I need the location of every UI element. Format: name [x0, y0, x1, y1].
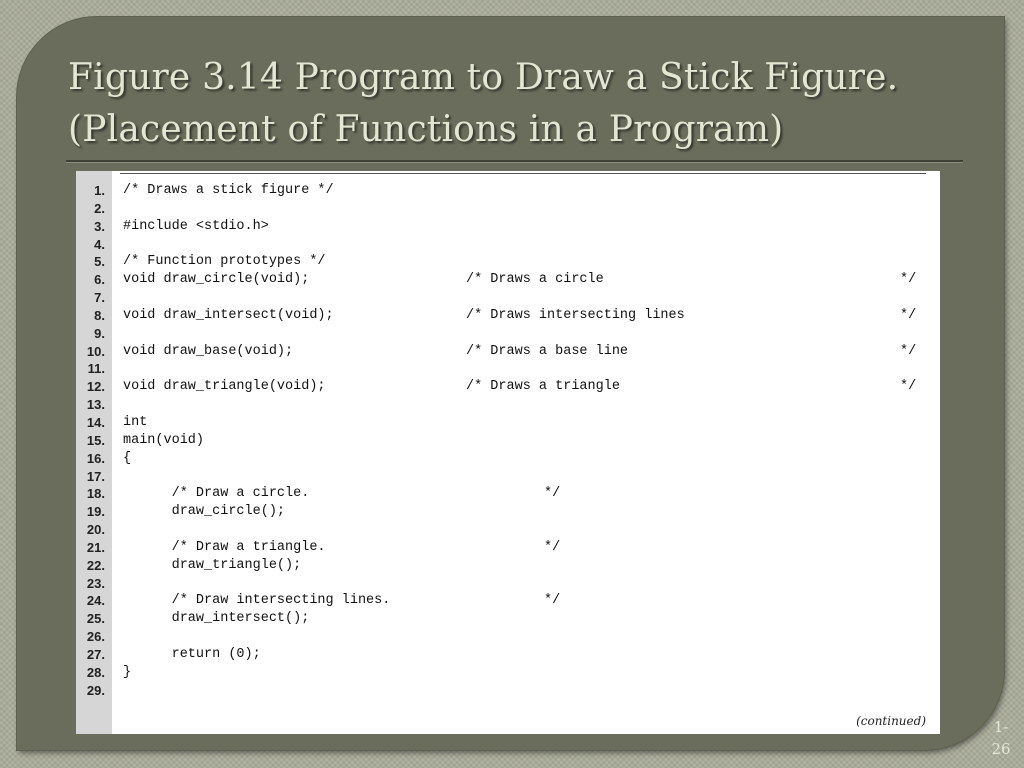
code-text: void draw_circle(void);	[123, 272, 310, 288]
line-number: 21.	[86, 539, 105, 555]
code-line	[76, 218, 940, 236]
line-number: 23.	[86, 575, 105, 591]
code-comment: /* Draws a circle	[466, 272, 604, 288]
code-line	[76, 200, 940, 218]
code-line	[76, 343, 940, 361]
code-line	[76, 575, 940, 593]
code-text: return (0);	[123, 646, 261, 662]
code-text: draw_triangle();	[123, 557, 302, 573]
comment-close: */	[900, 272, 917, 288]
line-number: 27.	[86, 646, 105, 662]
line-number: 29.	[86, 682, 105, 698]
code-text: #include <stdio.h>	[123, 218, 269, 234]
page-number: 1-26	[991, 718, 1011, 758]
code-text: main(void)	[123, 432, 205, 448]
code-line	[76, 503, 940, 521]
line-number: 13.	[86, 397, 105, 413]
comment-close: */	[544, 486, 561, 502]
code-line	[76, 610, 940, 628]
code-comment: /* Draws a triangle	[466, 379, 620, 395]
code-line	[76, 414, 940, 432]
line-number: 15.	[86, 432, 105, 448]
code-text: void draw_base(void);	[123, 343, 294, 359]
code-text: draw_circle();	[123, 504, 286, 520]
code-comment: /* Draws a base line	[466, 343, 629, 359]
line-number: 7.	[94, 290, 105, 306]
code-text: void draw_intersect(void);	[123, 307, 334, 323]
line-number: 9.	[94, 325, 105, 341]
code-line	[76, 325, 940, 343]
code-line	[76, 396, 940, 414]
code-line	[76, 253, 940, 271]
line-number: 10.	[86, 343, 105, 359]
comment-close: */	[544, 539, 561, 555]
line-number: 17.	[86, 468, 105, 484]
line-number: 19.	[86, 504, 105, 520]
continued-label: (continued)	[856, 714, 926, 728]
title-line-2: (Placement of Functions in a Program)	[68, 109, 784, 150]
code-line	[76, 378, 940, 396]
code-text: {	[123, 450, 132, 466]
code-line	[76, 682, 940, 700]
line-number: 6.	[94, 272, 105, 288]
code-text: int	[123, 414, 148, 430]
code-line	[76, 432, 940, 450]
line-number: 3.	[94, 218, 105, 234]
line-number: 26.	[86, 629, 105, 645]
line-number: 2.	[94, 200, 105, 216]
code-line	[76, 307, 940, 325]
code-line	[76, 557, 940, 575]
comment-close: */	[544, 593, 561, 609]
comment-close: */	[900, 379, 917, 395]
code-line	[76, 236, 940, 254]
code-line	[76, 271, 940, 289]
code-text: /* Draw intersecting lines.	[123, 593, 391, 609]
code-line	[76, 182, 940, 200]
code-line	[76, 485, 940, 503]
code-line	[76, 664, 940, 682]
code-text: /* Draw a triangle.	[123, 539, 326, 555]
code-comment: /* Draws intersecting lines	[466, 307, 685, 323]
line-number: 25.	[86, 611, 105, 627]
line-number: 20.	[86, 522, 105, 538]
code-line	[76, 592, 940, 610]
code-line	[76, 628, 940, 646]
code-line	[76, 289, 940, 307]
code-text: /* Function prototypes */	[123, 254, 326, 270]
line-number: 11.	[87, 361, 105, 377]
line-number: 12.	[86, 379, 105, 395]
code-text: }	[123, 664, 132, 680]
code-line	[76, 450, 940, 468]
line-number: 1.	[94, 183, 105, 198]
line-number: 8.	[94, 307, 105, 323]
code-line	[76, 468, 940, 486]
line-number: 16.	[86, 450, 105, 466]
comment-close: */	[900, 343, 917, 359]
line-number: 14.	[86, 414, 105, 430]
title-divider	[66, 160, 963, 163]
title-line-1: Figure 3.14 Program to Draw a Stick Figure.	[68, 57, 899, 98]
code-lines	[76, 182, 940, 699]
code-line	[76, 521, 940, 539]
line-number: 18.	[86, 486, 105, 502]
line-number: 22.	[86, 557, 105, 573]
code-line	[76, 360, 940, 378]
listing-top-rule	[120, 173, 926, 174]
code-line	[76, 539, 940, 557]
line-number: 24.	[86, 593, 105, 609]
code-listing	[76, 171, 940, 734]
line-number: 28.	[86, 664, 105, 680]
code-text: draw_intersect();	[123, 611, 310, 627]
code-line	[76, 646, 940, 664]
code-text: void draw_triangle(void);	[123, 379, 326, 395]
line-number: 5.	[94, 254, 105, 270]
code-text: /* Draws a stick figure */	[123, 183, 334, 198]
comment-close: */	[900, 307, 917, 323]
line-number: 4.	[94, 236, 105, 252]
code-text: /* Draw a circle.	[123, 486, 310, 502]
slide-title	[68, 52, 968, 156]
